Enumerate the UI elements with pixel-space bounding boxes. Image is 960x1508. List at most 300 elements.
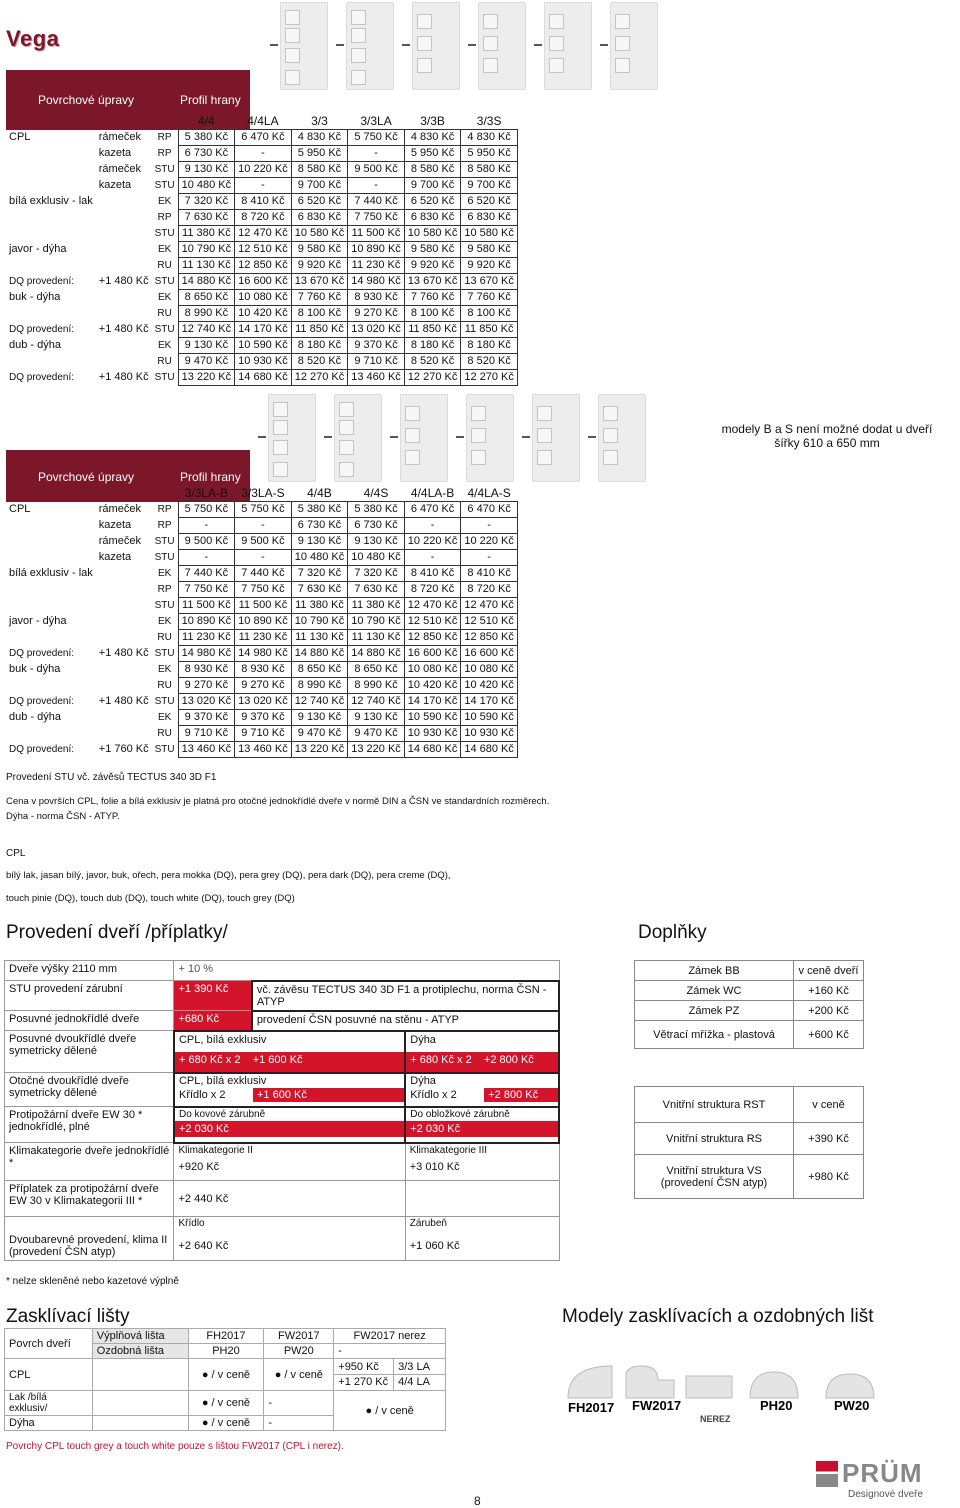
price-cell: 9 370 Kč — [178, 710, 235, 726]
accessory-price: v ceně dveří — [794, 961, 864, 981]
strip-value: ● / v ceně — [188, 1391, 264, 1416]
accessory-price: +160 Kč — [794, 981, 864, 1001]
edge-profile: RU — [157, 308, 172, 319]
brand-logo — [816, 1458, 923, 1500]
row-type — [96, 210, 152, 226]
edge-profile: STU — [154, 164, 175, 175]
opt-value: +680 Kč — [174, 1011, 252, 1031]
accessories-table — [634, 960, 864, 1049]
price-cell: 9 500 Kč — [178, 534, 235, 550]
row-group — [6, 726, 96, 742]
price-cell: 8 720 Kč — [404, 582, 461, 598]
options-title: Provedení dveří /příplatky/ — [6, 922, 228, 943]
model-label: FW2017 — [632, 1398, 682, 1413]
row-group: DQ provedení: — [9, 276, 75, 287]
price-cell: 11 130 Kč — [291, 630, 348, 646]
row-type: kazeta — [98, 179, 132, 191]
edge-profile: STU — [154, 180, 175, 191]
row-group: dub - dýha — [9, 339, 61, 351]
price-cell: 7 630 Kč — [348, 582, 405, 598]
row-type: rámeček — [98, 535, 141, 547]
price-cell: 8 180 Kč — [461, 338, 518, 354]
price-cell: 10 080 Kč — [235, 290, 292, 306]
row-group — [6, 354, 96, 370]
row-type — [96, 306, 152, 322]
price-cell: 8 520 Kč — [291, 354, 348, 370]
price-cell: 14 880 Kč — [178, 274, 235, 290]
row-type — [96, 662, 152, 678]
price-cell: 14 880 Kč — [291, 646, 348, 662]
opt-note: vč. závěsu TECTUS 340 3D F1 a protiplechu, norma ČSN - ATYP — [252, 981, 559, 1011]
strip-code: FH2017 — [188, 1329, 264, 1344]
opt-value: + 10 % — [174, 961, 559, 981]
price-cell: 10 480 Kč — [178, 178, 235, 194]
opt-cell: Do obložkové zárubně +2 030 Kč — [405, 1107, 559, 1143]
column-header: 3/3S — [476, 114, 502, 128]
table-row — [6, 306, 517, 322]
row-group: DQ provedení: — [9, 648, 75, 659]
door-icon — [258, 394, 324, 482]
price-cell: 16 600 Kč — [461, 646, 518, 662]
column-header: 4/4B — [307, 486, 332, 500]
table-row — [6, 534, 517, 550]
price-cell: 11 850 Kč — [461, 322, 518, 338]
table-row — [6, 502, 517, 518]
opt-value: +1 390 Kč — [174, 981, 252, 1011]
edge-profile: STU — [154, 600, 175, 611]
price-cell: 6 520 Kč — [291, 194, 348, 210]
column-header: 3/3B — [420, 114, 445, 128]
price-cell: 5 750 Kč — [178, 502, 235, 518]
price-cell: - — [348, 178, 405, 194]
price-cell: 13 220 Kč — [178, 370, 235, 386]
price-cell: 11 500 Kč — [348, 226, 405, 242]
table-row — [6, 146, 517, 162]
row-type — [96, 194, 152, 210]
price-cell: 8 650 Kč — [348, 662, 405, 678]
price-cell: 8 930 Kč — [235, 662, 292, 678]
edge-profile: EK — [157, 568, 172, 579]
strip-value: ● / v ceně — [188, 1359, 264, 1391]
price-cell: 9 700 Kč — [291, 178, 348, 194]
door-icon — [588, 394, 654, 482]
door-icon — [324, 394, 390, 482]
opt-cell: Dýha Křídlo x 2 +2 800 Kč — [405, 1073, 559, 1107]
price-cell: 10 580 Kč — [461, 226, 518, 242]
strip-value: ● / v ceně — [334, 1391, 446, 1431]
edge-profile: STU — [154, 696, 175, 707]
profile-fw2017-nerez — [686, 1376, 732, 1398]
door-icon — [468, 2, 534, 90]
price-cell: 7 320 Kč — [178, 194, 235, 210]
price-cell: 9 710 Kč — [235, 726, 292, 742]
table-row — [6, 226, 517, 242]
price-cell: 5 380 Kč — [178, 130, 235, 146]
price-cell: 7 440 Kč — [348, 194, 405, 210]
price-cell: 8 100 Kč — [291, 306, 348, 322]
price-cell: 13 020 Kč — [348, 322, 405, 338]
price-cell: 5 380 Kč — [348, 502, 405, 518]
price-cell: 16 600 Kč — [235, 274, 292, 290]
price-cell: 10 420 Kč — [461, 678, 518, 694]
price-cell: 11 380 Kč — [348, 598, 405, 614]
table-row — [6, 242, 517, 258]
price-cell: 6 470 Kč — [404, 502, 461, 518]
table-row — [6, 550, 517, 566]
price-cell: 14 880 Kč — [348, 646, 405, 662]
row-type: kazeta — [98, 147, 132, 159]
price-cell: 10 930 Kč — [235, 354, 292, 370]
strip-profiles — [562, 1336, 902, 1426]
strips-row-label: Dýha — [5, 1416, 93, 1431]
price-cell: 10 420 Kč — [235, 306, 292, 322]
door-icon — [402, 2, 468, 90]
row-type: kazeta — [98, 551, 132, 563]
model-label: PW20 — [834, 1398, 870, 1413]
row-type: rámeček — [98, 163, 141, 175]
strip-code: PW20 — [264, 1344, 334, 1359]
row-group: buk - dýha — [9, 291, 61, 303]
price-cell: 8 580 Kč — [461, 162, 518, 178]
model-label: FH2017 — [568, 1400, 615, 1415]
edge-profile: RU — [157, 680, 172, 691]
row-group — [6, 678, 96, 694]
door-icon — [456, 394, 522, 482]
edge-profile: STU — [154, 324, 175, 335]
header-surface-2: Povrchové úpravy — [6, 450, 174, 502]
price-cell: 7 750 Kč — [348, 210, 405, 226]
price-cell: 7 750 Kč — [178, 582, 235, 598]
price-cell: 10 590 Kč — [235, 338, 292, 354]
price-cell: 13 020 Kč — [235, 694, 292, 710]
table-row — [6, 710, 517, 726]
table-row — [6, 630, 517, 646]
row-type — [96, 242, 152, 258]
opt-cell: CPL, bílá exklusiv Křídlo x 2 +1 600 Kč — [174, 1073, 405, 1107]
table-row — [6, 290, 517, 306]
accessory-row — [635, 981, 864, 1001]
row-group — [6, 550, 96, 566]
row-group — [6, 582, 96, 598]
strips-note: Povrchy CPL touch grey a touch white pouze s lištou FW2017 (CPL i nerez). — [6, 1441, 344, 1452]
accessory-price: +600 Kč — [794, 1021, 864, 1049]
logo-text: PRÜM — [842, 1458, 923, 1488]
price-cell: 14 170 Kč — [235, 322, 292, 338]
price-cell: 11 850 Kč — [291, 322, 348, 338]
column-header: 3/3 — [311, 114, 328, 128]
edge-profile: EK — [157, 292, 172, 303]
header-edge-2: Profil hrany — [174, 450, 250, 502]
price-cell: 8 580 Kč — [291, 162, 348, 178]
column-header: 3/3LA — [360, 114, 392, 128]
table-row — [6, 598, 517, 614]
price-cell: 9 920 Kč — [461, 258, 518, 274]
price-cell: 9 270 Kč — [178, 678, 235, 694]
price-cell: 9 470 Kč — [348, 726, 405, 742]
accessory-price: v ceně — [794, 1087, 864, 1123]
price-cell: 10 590 Kč — [461, 710, 518, 726]
column-header: 4/4LA-S — [467, 486, 511, 500]
price-cell: 9 580 Kč — [404, 242, 461, 258]
opt-cell: Křídlo +2 640 Kč — [174, 1217, 405, 1261]
profile-ph20 — [750, 1372, 798, 1398]
price-cell: 10 790 Kč — [178, 242, 235, 258]
strip-code: PH20 — [188, 1344, 264, 1359]
opt-note: provedení ČSN posuvné na stěnu - ATYP — [252, 1011, 559, 1031]
row-type: +1 480 Kč — [98, 275, 149, 287]
row-group — [6, 598, 96, 614]
strips-row-label: CPL — [5, 1359, 93, 1391]
row-type — [96, 710, 152, 726]
opt-label: Posuvné jednokřídlé dveře — [5, 1011, 174, 1031]
price-cell: 10 080 Kč — [404, 662, 461, 678]
opt-label: Posuvné dvoukřídlé dveře symetricky dělené — [5, 1031, 174, 1073]
row-type — [96, 678, 152, 694]
row-group — [6, 306, 96, 322]
edge-profile: STU — [154, 552, 175, 563]
row-group — [6, 162, 96, 178]
table-row — [6, 566, 517, 582]
price-cell: 9 710 Kč — [348, 354, 405, 370]
models-title: Modely zasklívacích a ozdobných lišt — [562, 1306, 874, 1327]
column-header: 4/4S — [363, 486, 389, 500]
price-cell: 16 600 Kč — [404, 646, 461, 662]
price-cell: 9 710 Kč — [178, 726, 235, 742]
logo-mark-icon — [816, 1461, 838, 1487]
table-row — [6, 210, 517, 226]
price-cell: - — [235, 518, 292, 534]
table-row — [6, 694, 517, 710]
price-cell: 10 420 Kč — [404, 678, 461, 694]
row-type: rámeček — [98, 503, 141, 515]
opt-label: Protipožární dveře EW 30 * jednokřídlé, plné — [5, 1107, 174, 1143]
edge-profile: EK — [157, 712, 172, 723]
price-cell: - — [178, 518, 235, 534]
price-cell: 8 180 Kč — [291, 338, 348, 354]
cpl-list-2: touch pinie (DQ), touch dub (DQ), touch white (DQ), touch grey (DQ) — [6, 893, 295, 904]
price-cell: 11 500 Kč — [178, 598, 235, 614]
price-cell: 6 470 Kč — [461, 502, 518, 518]
price-cell: 8 410 Kč — [235, 194, 292, 210]
opt-cell: Klimakategorie II +920 Kč — [174, 1143, 405, 1181]
edge-profile: STU — [154, 372, 175, 383]
table-row — [6, 370, 517, 386]
price-cell: 9 270 Kč — [348, 306, 405, 322]
price-cell: 12 510 Kč — [235, 242, 292, 258]
price-cell: 8 990 Kč — [348, 678, 405, 694]
note-price: Cena v površích CPL, folie a bílá exklusiv je platná pro otočné jednokřídlé dveře v normě DIN a ČSN ve standardních rozměrech. — [6, 796, 550, 807]
accessory-name: Vnitřní struktura VS (provedení ČSN atyp) — [635, 1155, 794, 1199]
door-icon — [336, 2, 402, 90]
price-cell: 12 850 Kč — [461, 630, 518, 646]
price-cell: 6 730 Kč — [348, 518, 405, 534]
price-cell: 8 100 Kč — [404, 306, 461, 322]
price-cell: 12 470 Kč — [235, 226, 292, 242]
price-cell: 6 470 Kč — [235, 130, 292, 146]
price-cell: 10 890 Kč — [235, 614, 292, 630]
strip-value: - — [264, 1391, 334, 1416]
note-dyha: Dýha - norma ČSN - ATYP. — [6, 811, 120, 822]
price-cell: 7 630 Kč — [291, 582, 348, 598]
opt-label: Příplatek za protipožární dveře EW 30 v Klimakategorii III * — [5, 1181, 174, 1217]
price-cell: 9 700 Kč — [404, 178, 461, 194]
cpl-list-1: bílý lak, jasan bílý, javor, buk, ořech, pera mokka (DQ), pera grey (DQ), pera dark (DQ), pera creme (DQ), — [6, 870, 451, 881]
accessory-name: Zámek BB — [635, 961, 794, 981]
edge-profile: STU — [154, 648, 175, 659]
strips-h-fill: Výplňová lišta — [92, 1329, 188, 1344]
profile-pw20 — [826, 1374, 874, 1398]
table-row — [6, 742, 517, 758]
price-cell: 10 790 Kč — [291, 614, 348, 630]
price-cell: 12 740 Kč — [178, 322, 235, 338]
edge-profile: STU — [154, 744, 175, 755]
price-cell: 8 520 Kč — [461, 354, 518, 370]
row-group — [6, 210, 96, 226]
accessories-title: Doplňky — [638, 922, 707, 943]
price-cell: 11 230 Kč — [348, 258, 405, 274]
accessory-name: Zámek PZ — [635, 1001, 794, 1021]
row-group: DQ provedení: — [9, 372, 75, 383]
accessory-price: +200 Kč — [794, 1001, 864, 1021]
price-cell: 13 220 Kč — [348, 742, 405, 758]
accessory-price: +390 Kč — [794, 1123, 864, 1155]
price-cell: 6 520 Kč — [461, 194, 518, 210]
price-cell: 8 650 Kč — [291, 662, 348, 678]
edge-profile: RP — [157, 212, 172, 223]
price-cell: 10 220 Kč — [404, 534, 461, 550]
row-group: dub - dýha — [9, 711, 61, 723]
edge-profile: RU — [157, 356, 172, 367]
price-cell: 14 680 Kč — [404, 742, 461, 758]
row-group: CPL — [9, 503, 31, 515]
edge-profile: EK — [157, 244, 172, 255]
accessory-name: Vnitřní struktura RST — [635, 1087, 794, 1123]
price-cell: 5 750 Kč — [348, 130, 405, 146]
price-cell: 8 180 Kč — [404, 338, 461, 354]
price-cell: 12 270 Kč — [461, 370, 518, 386]
price-cell: 8 930 Kč — [348, 290, 405, 306]
strip-code: - — [334, 1344, 446, 1359]
price-cell: 9 130 Kč — [178, 162, 235, 178]
price-cell: 7 320 Kč — [291, 566, 348, 582]
price-cell: 7 630 Kč — [178, 210, 235, 226]
price-cell: 9 370 Kč — [235, 710, 292, 726]
table-row — [6, 274, 517, 290]
row-group — [6, 178, 96, 194]
price-cell: - — [404, 550, 461, 566]
accessory-price: +980 Kč — [794, 1155, 864, 1199]
price-cell: 10 930 Kč — [404, 726, 461, 742]
row-type — [96, 630, 152, 646]
opt-cell: Klimakategorie III +3 010 Kč — [405, 1143, 559, 1181]
row-group — [6, 226, 96, 242]
price-cell: 8 720 Kč — [235, 210, 292, 226]
row-type — [96, 226, 152, 242]
accessory-row — [635, 1155, 864, 1199]
model-nerez: NEREZ — [700, 1414, 731, 1424]
price-cell: 13 220 Kč — [291, 742, 348, 758]
row-group: javor - dýha — [9, 615, 67, 627]
opt-label: Klimakategorie dveře jednokřídlé * — [5, 1143, 174, 1181]
price-cell: 11 380 Kč — [178, 226, 235, 242]
opt-label: STU provedení zárubní — [5, 981, 174, 1011]
price-cell: 14 170 Kč — [404, 694, 461, 710]
strips-title: Zasklívací lišty — [6, 1306, 130, 1327]
strips-row-label: Lak /bílá exklusiv/ — [5, 1391, 93, 1416]
price-cell: 10 220 Kč — [235, 162, 292, 178]
edge-profile: EK — [157, 340, 172, 351]
price-cell: 4 830 Kč — [404, 130, 461, 146]
price-cell: 13 670 Kč — [461, 274, 518, 290]
column-header: 4/4 — [198, 114, 215, 128]
price-cell: 9 130 Kč — [178, 338, 235, 354]
price-cell: 11 850 Kč — [404, 322, 461, 338]
row-group — [6, 518, 96, 534]
opt-cell: Zárubeň +1 060 Kč — [405, 1217, 559, 1261]
price-cell: 7 440 Kč — [235, 566, 292, 582]
price-cell: 11 130 Kč — [178, 258, 235, 274]
row-type — [96, 354, 152, 370]
price-cell: 6 730 Kč — [178, 146, 235, 162]
price-cell: 12 510 Kč — [404, 614, 461, 630]
price-cell: 14 980 Kč — [348, 274, 405, 290]
price-cell: 8 930 Kč — [178, 662, 235, 678]
row-type: +1 480 Kč — [98, 647, 149, 659]
price-cell: 13 670 Kč — [291, 274, 348, 290]
price-cell: 9 130 Kč — [348, 710, 405, 726]
price-cell: 9 920 Kč — [291, 258, 348, 274]
row-type: +1 480 Kč — [98, 371, 149, 383]
price-cell: 12 470 Kč — [404, 598, 461, 614]
price-cell: 7 750 Kč — [235, 582, 292, 598]
row-group: DQ provedení: — [9, 744, 75, 755]
table-row — [6, 614, 517, 630]
price-cell: 6 830 Kč — [291, 210, 348, 226]
price-cell: 13 460 Kč — [348, 370, 405, 386]
price-cell: - — [178, 550, 235, 566]
column-header: 4/4LA-B — [410, 486, 455, 500]
accessory-row — [635, 1123, 864, 1155]
price-cell: 10 890 Kč — [178, 614, 235, 630]
price-cell: 7 440 Kč — [178, 566, 235, 582]
strip-code: FW2017 nerez — [334, 1329, 446, 1344]
edge-profile: RP — [157, 584, 172, 595]
price-cell: 9 470 Kč — [178, 354, 235, 370]
price-cell: - — [461, 550, 518, 566]
opt-cell: Dýha + 680 Kč x 2 +2 800 Kč — [405, 1031, 559, 1073]
price-cell: 10 580 Kč — [404, 226, 461, 242]
opt-value: +2 440 Kč — [174, 1181, 405, 1217]
price-cell: 7 760 Kč — [404, 290, 461, 306]
price-cell: - — [404, 518, 461, 534]
accessory-name: Větrací mřížka - plastová — [635, 1021, 794, 1049]
price-cell: 10 480 Kč — [291, 550, 348, 566]
price-cell: 6 830 Kč — [461, 210, 518, 226]
logo-tagline: Designové dveře — [848, 1489, 924, 1500]
edge-profile: RP — [157, 504, 172, 515]
price-cell: 8 100 Kč — [461, 306, 518, 322]
table-row — [6, 322, 517, 338]
edge-profile: RP — [157, 132, 172, 143]
table-row — [6, 178, 517, 194]
price-cell: 13 670 Kč — [404, 274, 461, 290]
row-type — [96, 290, 152, 306]
row-group: DQ provedení: — [9, 696, 75, 707]
table-row — [6, 130, 517, 146]
price-cell: 9 270 Kč — [235, 678, 292, 694]
accessory-row — [635, 961, 864, 981]
price-cell: 10 080 Kč — [461, 662, 518, 678]
